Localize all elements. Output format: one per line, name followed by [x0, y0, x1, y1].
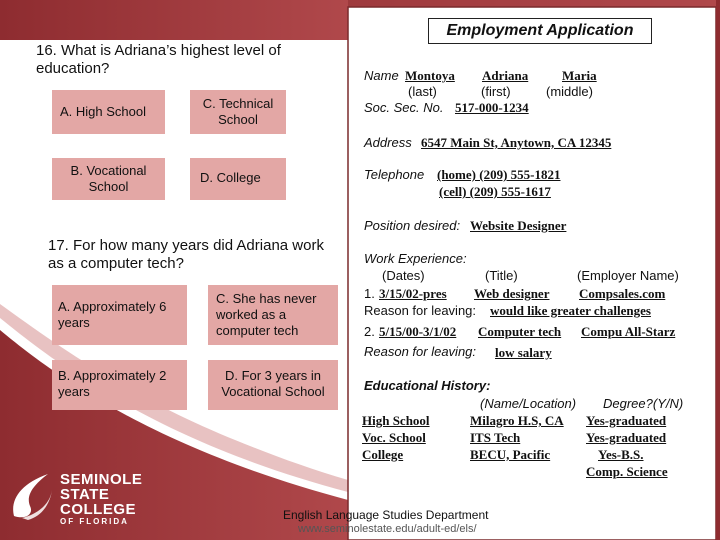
q16-option-a-button[interactable]: [52, 90, 165, 134]
first-name-value: Adriana: [482, 68, 529, 83]
job1-employer: Compsales.com: [579, 286, 666, 301]
address-label: Address: [364, 135, 412, 150]
ssn-value: 517-000-1234: [455, 100, 529, 115]
q17-option-d-label: D. For 3 years in Vocational School: [221, 368, 325, 399]
middle-label: (middle): [546, 84, 593, 99]
edu-row-type: High School: [362, 413, 430, 428]
work-header-title: (Title): [485, 268, 518, 283]
telephone-label: Telephone: [364, 167, 425, 182]
logo-line-2: STATE: [60, 486, 110, 503]
q16-option-b-label: B. Vocational School: [70, 163, 147, 194]
reason1-value: would like greater challenges: [490, 303, 651, 318]
edu-row-name: BECU, Pacific: [470, 447, 551, 462]
logo-line-1: SEMINOLE: [60, 471, 143, 488]
last-name-value: Montoya: [405, 68, 455, 83]
college-logo: [6, 468, 166, 530]
first-label: (first): [481, 84, 511, 99]
logo-swoosh-icon: [8, 470, 54, 522]
middle-name-value: Maria: [562, 68, 597, 83]
q16-option-d-label: D. College: [200, 170, 261, 185]
job1-dates: 3/15/02-pres: [379, 286, 447, 301]
ssn-label: Soc. Sec. No.: [364, 100, 444, 115]
edu-row-type: Voc. School: [362, 430, 426, 445]
question-17: 17. For how many years did Adriana work as a computer tech?: [48, 237, 324, 272]
footer-url[interactable]: www.seminolestate.edu/adult-ed/els/: [298, 523, 477, 535]
edu-row-name: ITS Tech: [470, 430, 521, 445]
reason1-label: Reason for leaving:: [364, 303, 477, 318]
edu-row-degree: Yes-B.S.: [598, 447, 644, 462]
q17-option-b-label: B. Approximately 2 years: [58, 368, 167, 399]
address-value: 6547 Main St, Anytown, CA 12345: [421, 135, 612, 150]
job1-number: 1.: [364, 286, 375, 301]
job2-dates: 5/15/00-3/1/02: [379, 324, 457, 339]
q16-option-b-button[interactable]: [52, 158, 165, 200]
name-label: Name: [364, 68, 399, 83]
educational-history-title: Educational History:: [364, 378, 491, 393]
q16-option-a-label: A. High School: [60, 104, 146, 119]
edu-row-name: Milagro H.S, CA: [470, 413, 564, 428]
q16-option-c-button[interactable]: [190, 90, 286, 134]
header-title-box: [428, 18, 652, 44]
q17-option-b-button[interactable]: [52, 360, 187, 410]
reason2-label: Reason for leaving:: [364, 344, 477, 359]
job2-employer: Compu All-Starz: [581, 324, 676, 339]
last-label: (last): [408, 84, 437, 99]
job1-title: Web designer: [474, 286, 550, 301]
q17-option-c-label: C. She has never worked as a computer tech: [216, 291, 317, 338]
footer-department: English Language Studies Department: [283, 508, 489, 522]
logo-line-4: OF FLORIDA: [60, 517, 129, 526]
edu-row-degree: Yes-graduated: [586, 413, 667, 428]
home-phone-value: (home) (209) 555-1821: [437, 167, 561, 182]
edu-header-name: (Name/Location): [480, 396, 577, 411]
work-header-dates: (Dates): [382, 268, 425, 283]
cell-phone-value: (cell) (209) 555-1617: [439, 184, 551, 199]
work-header-employer: (Employer Name): [577, 268, 679, 283]
q16-option-d-button[interactable]: [190, 158, 286, 200]
job2-title: Computer tech: [478, 324, 562, 339]
q16-option-c-label: C. Technical School: [202, 96, 274, 127]
edu-row-degree: Yes-graduated: [586, 430, 667, 445]
reason2-value: low salary: [495, 345, 552, 360]
q17-option-a-button[interactable]: [52, 285, 187, 345]
degree-major: Comp. Science: [586, 464, 668, 479]
work-experience-title: Work Experience:: [364, 251, 467, 266]
q17-option-a-label: A. Approximately 6 years: [58, 299, 167, 330]
q17-option-c-button[interactable]: [208, 285, 338, 345]
question-16: 16. What is Adriana’s highest level of education?: [36, 42, 281, 77]
edu-row-type: College: [362, 447, 404, 462]
edu-header-degree: Degree?(Y/N): [603, 396, 684, 411]
job2-number: 2.: [364, 324, 375, 339]
q17-option-d-button[interactable]: [208, 360, 338, 410]
logo-line-3: COLLEGE: [60, 501, 137, 518]
page-title: Employment Application: [446, 22, 634, 39]
position-value: Website Designer: [470, 218, 567, 233]
position-label: Position desired:: [364, 218, 461, 233]
